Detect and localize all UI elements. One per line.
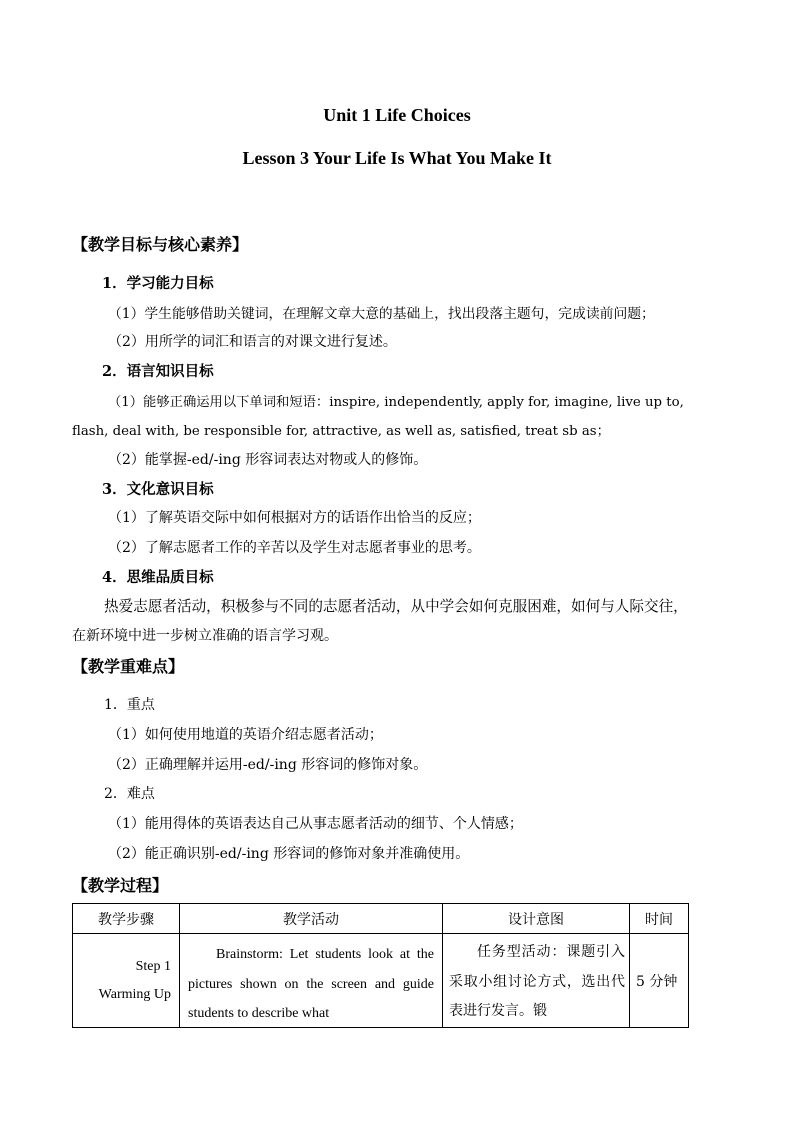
intent-text: 任务型活动：课题引入采取小组讨论方式，选出代表进行发言。锻 — [449, 944, 625, 1019]
objective-title: 3．文化意识目标 — [102, 481, 214, 498]
objective-line: 在新环境中进一步树立准确的语言学习观。 — [72, 628, 338, 644]
objective-line: （1）学生能够借助关键词，在理解文章大意的基础上，找出段落主题句，完成读前问题； — [108, 306, 655, 322]
objective-line: flash, deal with, be responsible for, attractive, as well as, satisfied, treat sb as； — [72, 424, 610, 439]
unit-title: Unit 1 Life Choices — [323, 105, 471, 125]
step-name: Warming Up — [98, 986, 171, 1002]
time-value: 5 分钟 — [636, 973, 678, 990]
objective-title: 1．学习能力目标 — [102, 275, 214, 292]
focus-title: 1．重点 — [104, 697, 155, 713]
column-header: 时间 — [630, 904, 689, 934]
time-cell — [630, 934, 689, 1028]
key-points-heading: 【教学重难点】 — [72, 657, 185, 676]
focus-line: （1）如何使用地道的英语介绍志愿者活动； — [108, 727, 383, 743]
objectives-heading: 【教学目标与核心素养】 — [72, 235, 249, 254]
table-header-row — [73, 904, 689, 934]
objective-line: （2）用所学的词汇和语言的对课文进行复述。 — [108, 334, 397, 350]
objective-line: （1）了解英语交际中如何根据对方的话语作出恰当的反应； — [108, 510, 481, 526]
lesson-title: Lesson 3 Your Life Is What You Make It — [242, 148, 552, 168]
activity-cell — [180, 934, 443, 1028]
objective-line: 热爱志愿者活动，积极参与不同的志愿者活动，从中学会如何克服困难，如何与人际交往， — [104, 598, 688, 615]
column-header: 设计意图 — [443, 904, 630, 934]
process-table — [72, 903, 689, 1028]
objective-line: （2）了解志愿者工作的辛苦以及学生对志愿者事业的思考。 — [108, 540, 481, 556]
difficulty-line: （2）能正确识别-ed/-ing 形容词的修饰对象并准确使用。 — [108, 846, 470, 862]
column-header: 教学活动 — [180, 904, 443, 934]
objective-line: （2）能掌握-ed/-ing 形容词表达对物或人的修饰。 — [108, 452, 428, 468]
step-cell — [73, 934, 180, 1028]
column-header: 教学步骤 — [73, 904, 180, 934]
intent-cell — [443, 934, 630, 1028]
difficulty-line: （1）能用得体的英语表达自己从事志愿者活动的细节、个人情感； — [108, 816, 523, 832]
objective-title: 2．语言知识目标 — [102, 363, 214, 380]
focus-line: （2）正确理解并运用-ed/-ing 形容词的修饰对象。 — [108, 757, 428, 773]
activity-text: Brainstorm: Let students look at the pictures shown on the screen and guide students to describe what — [188, 947, 434, 1021]
difficulty-title: 2．难点 — [104, 786, 155, 802]
objective-line: （1）能够正确运用以下单词和短语：inspire, independently, apply for, imagine, live up to, — [108, 395, 684, 410]
objective-title: 4．思维品质目标 — [102, 569, 214, 586]
process-heading: 【教学过程】 — [72, 876, 169, 895]
step-number: Step 1 — [135, 958, 171, 974]
table-row — [73, 934, 689, 1028]
